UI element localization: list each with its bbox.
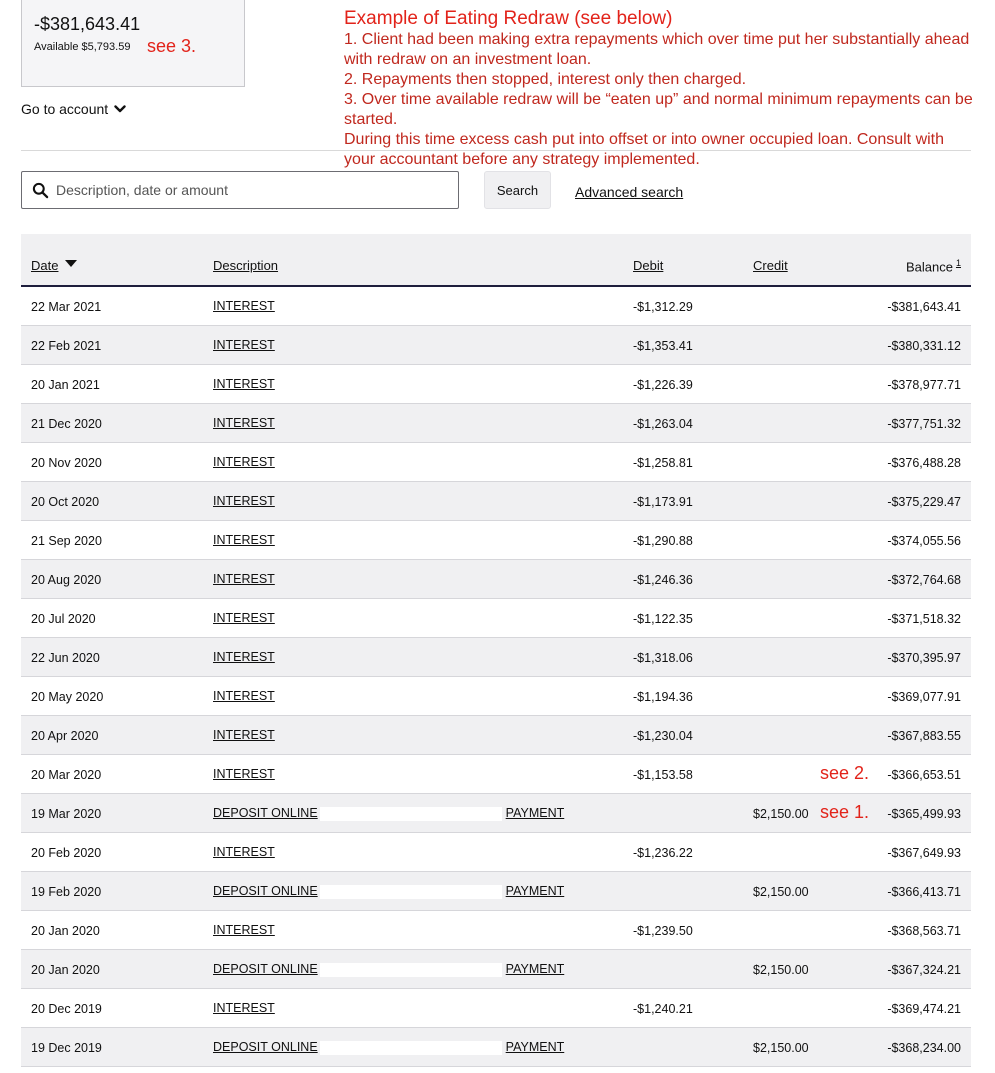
row-debit: -$1,240.21 [633, 1002, 693, 1016]
row-description: INTEREST [213, 923, 275, 937]
note-line-1: 1. Client had been making extra repayments which over time put her substantially ahead with redraw on an investment loan. [344, 31, 970, 68]
row-balance: -$370,395.97 [887, 651, 961, 665]
row-debit: -$1,353.41 [633, 339, 693, 353]
row-date: 19 Dec 2019 [31, 1041, 102, 1055]
go-to-account-button[interactable] [21, 101, 126, 117]
row-date: 22 Mar 2021 [31, 300, 102, 314]
row-date: 20 Jan 2020 [31, 963, 100, 977]
redacted-text [320, 1041, 502, 1055]
row-balance: -$366,413.71 [887, 885, 961, 899]
search-box[interactable] [21, 171, 459, 209]
row-balance: -$376,488.28 [887, 456, 961, 470]
table-row [21, 443, 971, 482]
search-button[interactable]: Search [484, 171, 551, 209]
row-debit: -$1,230.04 [633, 729, 693, 743]
row-description: DEPOSIT ONLINE [213, 884, 318, 898]
redacted-text [320, 807, 502, 821]
row-balance: -$380,331.12 [887, 339, 961, 353]
table-body [21, 287, 971, 1067]
row-annotation: see 2. [820, 763, 870, 783]
row-description-link[interactable] [213, 923, 275, 937]
table-row [21, 1028, 971, 1067]
row-date: 20 Apr 2020 [31, 729, 99, 743]
divider [21, 150, 971, 151]
row-balance: -$369,474.21 [887, 1002, 961, 1016]
table-row [21, 287, 971, 326]
row-description: INTEREST [213, 767, 275, 781]
row-debit: -$1,290.88 [633, 534, 693, 548]
row-description: INTEREST [213, 416, 275, 430]
table-header [21, 234, 971, 287]
row-description-link[interactable] [213, 728, 275, 742]
row-credit: $2,150.00 [753, 963, 809, 977]
row-date: 19 Feb 2020 [31, 885, 102, 899]
row-balance: -$365,499.93 [887, 807, 961, 821]
sort-desc-icon [65, 260, 77, 267]
row-balance: -$368,234.00 [887, 1041, 961, 1055]
search-icon [32, 182, 49, 199]
row-description-link[interactable] [213, 767, 275, 781]
row-description-link[interactable] [213, 455, 275, 469]
balance-header-label: Balance [906, 259, 953, 275]
row-balance: -$377,751.32 [887, 417, 961, 431]
row-description-link[interactable] [213, 533, 275, 547]
row-annotation: see 1. [820, 802, 870, 822]
table-row [21, 638, 971, 677]
row-debit: -$1,226.39 [633, 378, 693, 392]
row-description-suffix: PAYMENT [505, 1040, 565, 1054]
row-date: 20 Feb 2020 [31, 846, 102, 860]
row-description: INTEREST [213, 728, 275, 742]
row-description: INTEREST [213, 377, 275, 391]
row-date: 19 Mar 2020 [31, 807, 102, 821]
row-description: INTEREST [213, 611, 275, 625]
row-debit: -$1,246.36 [633, 573, 693, 587]
annotation-see-3: see 3. [147, 36, 197, 56]
row-description-suffix: PAYMENT [505, 806, 565, 820]
row-description-link[interactable] [213, 338, 275, 352]
row-description-link[interactable] [213, 650, 275, 664]
row-date: 21 Sep 2020 [31, 534, 102, 548]
row-description: DEPOSIT ONLINE [213, 806, 318, 820]
row-date: 20 May 2020 [31, 690, 104, 704]
row-description: INTEREST [213, 455, 275, 469]
redraw-note [344, 9, 974, 170]
row-debit: -$1,239.50 [633, 924, 693, 938]
table-row [21, 521, 971, 560]
table-row [21, 833, 971, 872]
table-row [21, 872, 971, 911]
row-date: 21 Dec 2020 [31, 417, 102, 431]
row-description-link[interactable] [213, 689, 275, 703]
table-row [21, 950, 971, 989]
row-date: 22 Feb 2021 [31, 339, 102, 353]
row-date: 20 Jan 2020 [31, 924, 100, 938]
table-row [21, 326, 971, 365]
row-balance: -$374,055.56 [887, 534, 961, 548]
row-credit: $2,150.00 [753, 807, 809, 821]
column-header-debit[interactable]: Debit [633, 258, 664, 273]
row-description-link[interactable] [213, 1001, 275, 1015]
column-header-date[interactable] [31, 258, 77, 273]
row-description-link[interactable] [213, 806, 564, 821]
table-row [21, 560, 971, 599]
row-description-link[interactable] [213, 416, 275, 430]
table-row [21, 599, 971, 638]
row-description-link[interactable] [213, 494, 275, 508]
row-description: INTEREST [213, 572, 275, 586]
row-debit: -$1,122.35 [633, 612, 693, 626]
table-row [21, 404, 971, 443]
row-balance: -$381,643.41 [887, 300, 961, 314]
row-description: DEPOSIT ONLINE [213, 962, 318, 976]
account-balance: -$381,643.41 [34, 14, 141, 34]
row-credit: $2,150.00 [753, 885, 809, 899]
row-description: INTEREST [213, 338, 275, 352]
row-debit: -$1,194.36 [633, 690, 693, 704]
column-header-credit[interactable]: Credit [753, 258, 788, 273]
note-line-2: 2. Repayments then stopped, interest only then charged. [344, 71, 747, 88]
row-debit: -$1,263.04 [633, 417, 693, 431]
row-balance: -$366,653.51 [887, 768, 961, 782]
row-credit: $2,150.00 [753, 1041, 809, 1055]
table-row [21, 794, 971, 833]
redacted-text [320, 963, 502, 977]
row-description: INTEREST [213, 533, 275, 547]
row-debit: -$1,312.29 [633, 300, 693, 314]
row-balance: -$368,563.71 [887, 924, 961, 938]
row-description-link[interactable] [213, 572, 275, 586]
row-balance: -$367,883.55 [887, 729, 961, 743]
note-title: Example of Eating Redraw (see below) [344, 8, 673, 29]
table-row [21, 911, 971, 950]
row-debit: -$1,318.06 [633, 651, 693, 665]
row-description: INTEREST [213, 494, 275, 508]
table-row [21, 716, 971, 755]
row-description-link[interactable] [213, 962, 564, 977]
available-redraw: Available $5,793.59 [34, 41, 131, 53]
row-debit: -$1,236.22 [633, 846, 693, 860]
transactions-table [21, 234, 971, 1067]
chevron-down-icon [114, 103, 126, 115]
redacted-text [320, 885, 502, 899]
row-balance: -$367,649.93 [887, 846, 961, 860]
account-balance-card [21, 0, 245, 87]
row-date: 20 Jul 2020 [31, 612, 96, 626]
row-balance: -$375,229.47 [887, 495, 961, 509]
table-row [21, 365, 971, 404]
row-description-link[interactable] [213, 845, 275, 859]
row-date: 20 Nov 2020 [31, 456, 102, 470]
row-description: INTEREST [213, 689, 275, 703]
row-balance: -$367,324.21 [887, 963, 961, 977]
row-balance: -$378,977.71 [887, 378, 961, 392]
row-description: INTEREST [213, 650, 275, 664]
column-header-balance [906, 258, 961, 274]
row-date: 20 Aug 2020 [31, 573, 102, 587]
row-description: INTEREST [213, 1001, 275, 1015]
table-row [21, 755, 971, 794]
row-description-link[interactable] [213, 611, 275, 625]
balance-footnote-link[interactable]: 1 [955, 258, 961, 268]
note-line-3: 3. Over time available redraw will be “eaten up” and normal minimum repayments can be started. [344, 91, 973, 128]
row-description-link[interactable] [213, 1040, 564, 1055]
table-row [21, 989, 971, 1028]
row-balance: -$371,518.32 [887, 612, 961, 626]
row-date: 20 Oct 2020 [31, 495, 100, 509]
go-to-account-label: Go to account [21, 101, 109, 117]
table-row [21, 482, 971, 521]
row-balance: -$372,764.68 [887, 573, 961, 587]
note-line-4: During this time excess cash put into offset or into owner occupied loan. Consult with your accountant before any strategy implemented. [344, 131, 945, 168]
date-header-label: Date [31, 258, 59, 273]
row-description-suffix: PAYMENT [505, 962, 565, 976]
row-date: 22 Jun 2020 [31, 651, 100, 665]
advanced-search-link[interactable]: Advanced search [575, 184, 684, 200]
row-balance: -$369,077.91 [887, 690, 961, 704]
row-debit: -$1,173.91 [633, 495, 693, 509]
row-debit: -$1,258.81 [633, 456, 693, 470]
row-description-link[interactable] [213, 884, 564, 899]
row-date: 20 Jan 2021 [31, 378, 100, 392]
row-description: INTEREST [213, 299, 275, 313]
row-description-link[interactable] [213, 299, 275, 313]
row-debit: -$1,153.58 [633, 768, 693, 782]
row-description-suffix: PAYMENT [505, 884, 565, 898]
table-row [21, 677, 971, 716]
column-header-description[interactable]: Description [213, 258, 279, 273]
row-description: INTEREST [213, 845, 275, 859]
search-input[interactable] [56, 182, 436, 198]
row-description-link[interactable] [213, 377, 275, 391]
row-description: DEPOSIT ONLINE [213, 1040, 318, 1054]
row-date: 20 Mar 2020 [31, 768, 102, 782]
row-date: 20 Dec 2019 [31, 1002, 102, 1016]
